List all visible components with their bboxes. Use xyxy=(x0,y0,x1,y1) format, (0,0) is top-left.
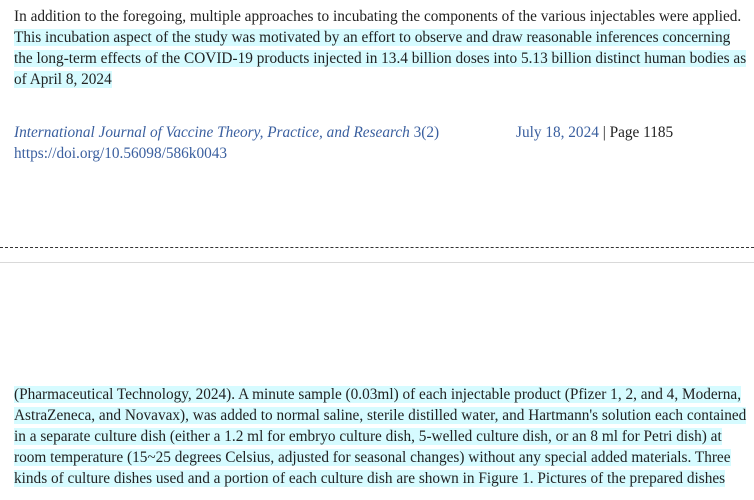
page-footer-date xyxy=(516,122,673,143)
page-number: Page 1185 xyxy=(609,124,674,141)
highlighted-text[interactable]: This incubation aspect of the study was motivated by an effort to observe and draw reasonable inferences concerning the long-term effects of the COVID-19 products injected in 13.4 billion doses into 5.13 billion distinct human bodies as of April 8, 2024 xyxy=(14,29,747,88)
journal-volume: 3(2) xyxy=(409,124,440,141)
body-paragraph-bottom xyxy=(14,384,749,489)
page-footer-citation xyxy=(14,122,439,164)
page-break-line xyxy=(0,247,754,248)
page-boundary xyxy=(0,262,754,263)
highlighted-text[interactable]: (Pharmaceutical Technology, 2024). A minute sample (0.03ml) of each injectable product (Pfizer 1, 2, and 4, Moderna, AstraZeneca, and Novavax), was added to normal saline, sterile distilled water, and Hartmann's solution each contained in a separate culture dish (either a 1.2 ml for embryo culture dish, 5-welled culture dish, or an 8 ml for Petri dish) at room temperature (15~25 degrees Celsius, adjusted for seasonal changes) without any special added materials. Three kinds of culture dishes used and a portion of each culture dish are shown in Figure 1. Pictures of the prepared dishes xyxy=(14,386,747,487)
publication-date: July 18, 2024 xyxy=(516,124,599,141)
doi-link[interactable]: https://doi.org/10.56098/586k0043 xyxy=(14,145,228,162)
footer-separator: | xyxy=(598,124,610,141)
paragraph-plain-text: In addition to the foregoing, multiple approaches to incubating the components of the various injectables were applied. xyxy=(14,8,742,25)
journal-title: International Journal of Vaccine Theory, Practice, and Research xyxy=(14,124,410,141)
body-paragraph-top xyxy=(14,6,749,90)
